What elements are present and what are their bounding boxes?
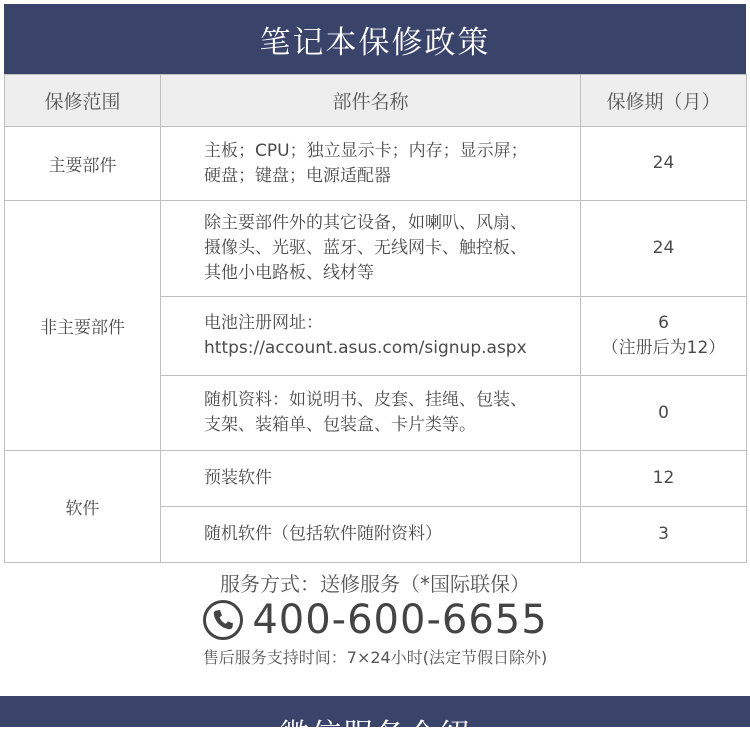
part-line: 其他小电路板、线材等 [204, 263, 374, 283]
period-accessories: 0 [581, 376, 747, 451]
period-other-devices: 24 [581, 201, 747, 297]
hotline [0, 597, 750, 643]
part-accessories [161, 376, 581, 451]
part-battery [161, 297, 581, 376]
table-header-row [5, 75, 747, 127]
phone-icon [202, 599, 244, 641]
part-line: 电池注册网址： [204, 313, 323, 333]
warranty-table [4, 74, 747, 563]
part-line: 摄像头、光驱、蓝牙、无线网卡、触控板、 [204, 238, 527, 258]
battery-signup-url: https://account.asus.com/signup.aspx [204, 338, 527, 358]
table-row-other-devices [5, 201, 747, 297]
period-battery [581, 297, 747, 376]
part-main-parts [161, 127, 581, 201]
table-row-preinstalled-software [5, 451, 747, 507]
scope-main-parts: 主要部件 [5, 127, 161, 201]
table-row-main-parts [5, 127, 747, 201]
period-note: （注册后为12） [601, 338, 726, 358]
header-scope: 保修范围 [5, 75, 161, 127]
part-line: 随机资料：如说明书、皮套、挂绳、包装、 [204, 390, 527, 410]
service-method: 服务方式：送修服务（*国际联保） [220, 572, 530, 596]
part-bundled-software: 随机软件（包括软件随附资料） [161, 507, 581, 563]
period-preinstalled-software: 12 [581, 451, 747, 507]
part-other-devices [161, 201, 581, 297]
next-section-title: 微信服务介绍 [279, 718, 471, 753]
scope-software: 软件 [5, 451, 161, 563]
service-hours: 售后服务支持时间：7×24小时(法定节假日除外) [202, 648, 548, 667]
part-line: 硬盘；键盘；电源适配器 [204, 165, 391, 186]
part-preinstalled-software: 预装软件 [161, 451, 581, 507]
part-line: 主板；CPU；独立显示卡；内存；显示屏； [204, 140, 528, 161]
period-main-parts: 24 [581, 127, 747, 201]
scope-non-main-parts: 非主要部件 [5, 201, 161, 451]
period-value: 6 [658, 313, 669, 333]
hotline-number[interactable]: 400-600-6655 [252, 597, 548, 643]
header-period: 保修期（月） [581, 75, 747, 127]
page-title-banner [4, 4, 746, 74]
period-bundled-software: 3 [581, 507, 747, 563]
page-title: 笔记本保修政策 [259, 24, 491, 61]
part-line: 除主要部件外的其它设备，如喇叭、风扇、 [204, 213, 527, 233]
header-part: 部件名称 [161, 75, 581, 127]
part-line: 支架、装箱单、包装盒、卡片类等。 [204, 415, 476, 435]
next-section-banner [0, 696, 750, 753]
